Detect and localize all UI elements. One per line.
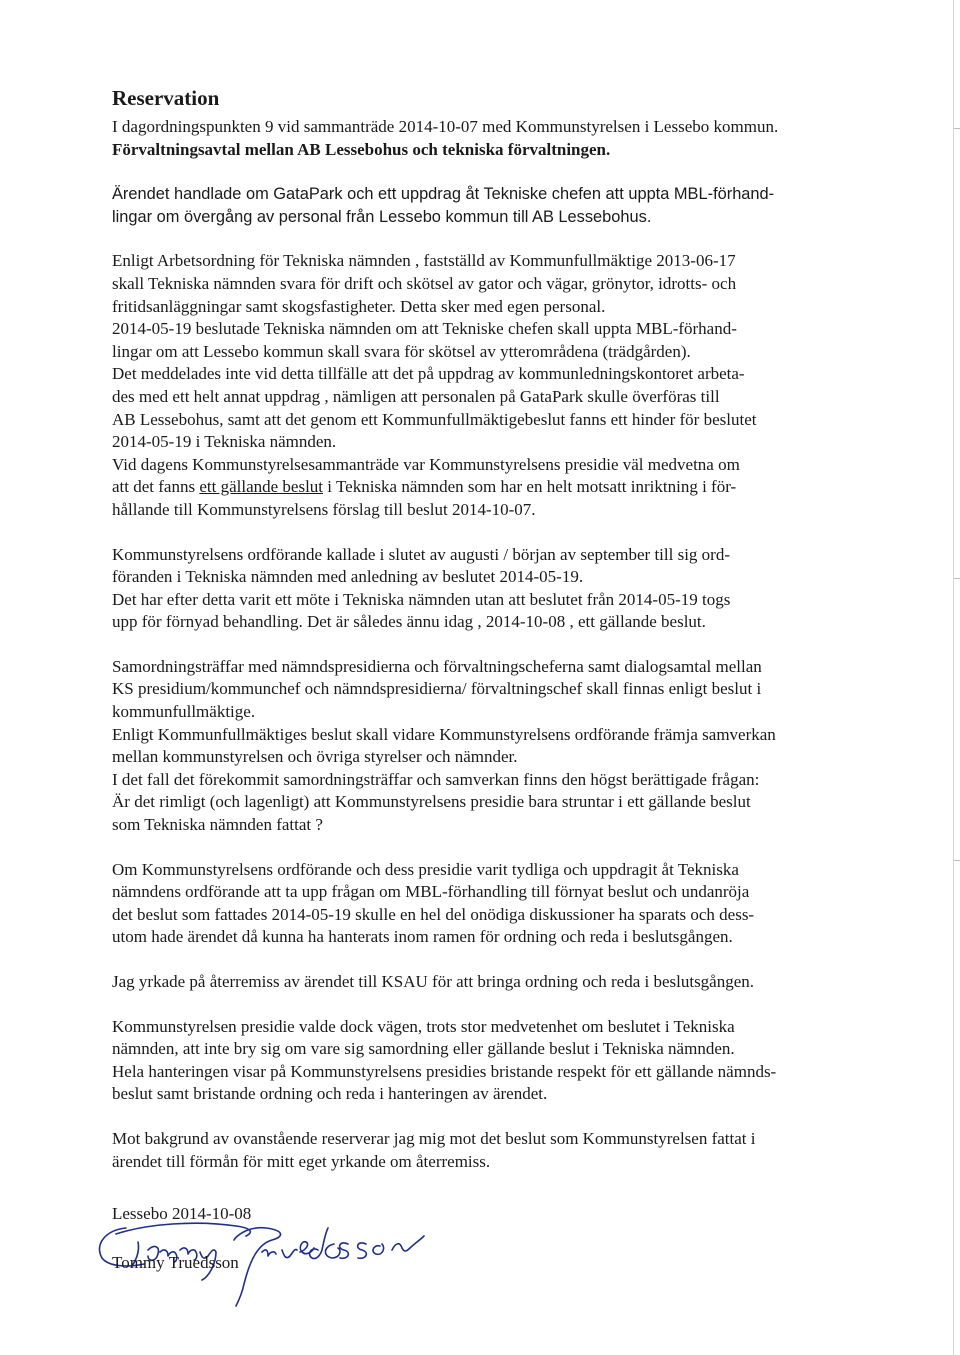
edge-tick	[954, 128, 960, 129]
document-page	[112, 84, 842, 1282]
intro-subject: Förvaltningsavtal mellan AB Lessebohus och tekniska förvaltningen.	[112, 139, 611, 159]
edge-tick	[954, 578, 960, 579]
paragraph-valid-decision-line	[112, 476, 842, 499]
paragraph-arbetsordning: Enligt Arbetsordning för Tekniska nämnden , fastställd av Kommunfullmäktige 2013-06-17 skall Tekniska nämnden svara för drift och skötsel av gator och vägar, grönytor, idrotts- och fritidsanläggningar samt skogsfastigheter. Detta sker med egen personal. 2014-05-19 beslutade Tekniska nämnden om att Tekniske chefen skall uppta MBL-förhand- lingar om att Lessebo kommun skall svara för skötsel av ytterområdena (trädgården). Det meddelades inte vid detta tillfälle att det på uppdrag av kommunledningskontoret arbeta- des med ett helt annat uppdrag , nämligen att personalen på GataPark skulle överföras till AB Lessebohus, samt att det genom ett Kommunfullmäktigebeslut fanns ett hinder för beslutet 2014-05-19 i Tekniska nämnden. Vid dagens Kommunstyrelsesammanträde var Kommunstyrelsens presidie väl medvetna om	[112, 251, 757, 474]
underlined-phrase: ett gällande beslut	[199, 477, 324, 497]
paragraph-mbl: Om Kommunstyrelsens ordförande och dess presidie varit tydliga och uppdragit åt Tekniska nämndens ordförande att ta upp frågan om MBL-förhandling till förnyat beslut och undanröja det beslut som fattades 2014-05-19 skulle en hel del onödiga diskussioner ha sparats och dess- utom hade ärendet då kunna ha hanterats inom ramen för ordning och reda i beslutsgången.	[112, 859, 755, 947]
paragraph-proposal-line: hållande till Kommunstyrelsens förslag till beslut 2014-10-07.	[112, 499, 536, 519]
paragraph-chair-meeting: Kommunstyrelsens ordförande kallade i slutet av augusti / början av september till sig ord- föranden i Tekniska nämnden med anledning av beslutet 2014-05-19. Det har efter detta varit ett möte i Tekniska nämnden utan att beslutet från 2014-05-19 togs upp för förnyad behandling. Det är således ännu idag , 2014-10-08 , ett gällande beslut.	[112, 544, 731, 632]
intro-line: I dagordningspunkten 9 vid sammanträde 2014-10-07 med Kommunstyrelsen i Lessebo kommun.	[112, 117, 779, 136]
edge-tick	[954, 860, 960, 861]
paragraph-reservation: Mot bakgrund av ovanstående reserverar jag mig mot det beslut som Kommunstyrelsen fattat i ärendet till förmån för mitt eget yrkande om återremiss.	[112, 1128, 756, 1171]
page-edge-line	[953, 0, 954, 1355]
text-before-underline: att det fanns	[112, 477, 200, 497]
text-after-underline: i Tekniska nämnden som har en helt motsatt inriktning i för-	[323, 477, 737, 497]
place-date: Lessebo 2014-10-08	[112, 1204, 252, 1224]
document-title: Reservation	[112, 86, 220, 110]
paragraph-coordination: Samordningsträffar med nämndspresidierna och förvaltningscheferna samt dialogsamtal mellan KS presidium/kommunchef och nämndspresidierna/ förvaltningschef skall finnas enligt beslut i kommunfullmäktige. Enligt Kommunfullmäktiges beslut skall vidare Kommunstyrelsens ordförande främja samverkan mellan kommunstyrelsen och övriga styrelser och nämnder. I det fall det förekommit samordningsträffar och samverkan finns den högst berättigade frågan: Är det rimligt (och lagenligt) att Kommunstyrelsens presidie bara struntar i ett gällande beslut som Tekniska nämnden fattat ?	[112, 656, 776, 835]
paragraph-presidium: Kommunstyrelsen presidie valde dock vägen, trots stor medvetenhet om beslutet i Tekniska nämnden, att inte bry sig om vare sig samordning eller gällande beslut i Tekniska nämnden. Hela hanteringen visar på Kommunstyrelsens presidies bristande respekt för ett gällande nämnds- beslut samt bristande ordning och reda i hanteringen av ärendet.	[112, 1016, 777, 1104]
signer-name: Tommy Truedsson	[112, 1252, 239, 1272]
signature-block	[112, 1222, 842, 1282]
paragraph-motion: Jag yrkade på återremiss av ärendet till KSAU för att bringa ordning och reda i beslutsgången.	[112, 972, 755, 991]
paragraph-background: Ärendet handlade om GataPark och ett uppdrag åt Tekniske chefen att uppta MBL-förhand- lingar om övergång av personal från Lessebo kommun till AB Lessebohus.	[112, 185, 775, 226]
